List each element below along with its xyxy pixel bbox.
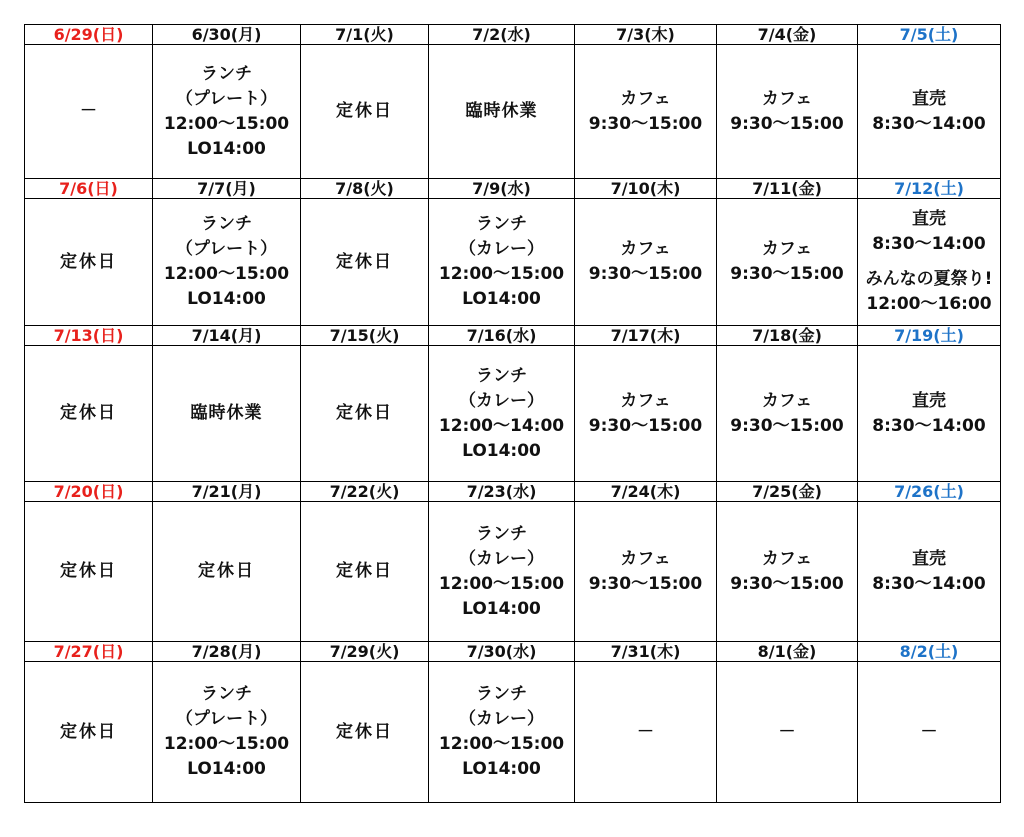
date-cell: 7/26(土) (858, 482, 1001, 502)
schedule-line: 12:00～15:00 (163, 734, 290, 754)
schedule-line: 12:00～14:00 (438, 415, 565, 436)
date-cell: 7/2(水) (429, 25, 575, 45)
week-content-row (25, 502, 1001, 642)
schedule-cell (301, 199, 429, 326)
schedule-line: LO14:00 (462, 598, 541, 619)
schedule-line: 9:30～15:00 (588, 415, 703, 436)
schedule-cell (858, 199, 1001, 326)
schedule-line: － (637, 721, 654, 742)
date-cell: 7/1(火) (301, 25, 429, 45)
date-cell: 7/8(火) (301, 179, 429, 199)
date-cell: 7/3(木) (575, 25, 717, 45)
schedule-line: ランチ (476, 365, 527, 386)
schedule-cell (153, 45, 301, 179)
schedule-cell (301, 662, 429, 803)
week-content-row (25, 45, 1001, 179)
schedule-cell (717, 45, 858, 179)
week-content-row (25, 662, 1001, 803)
schedule-line: 定休日 (60, 251, 117, 272)
schedule-line: 12:00～15:00 (163, 264, 290, 284)
schedule-line: 定休日 (336, 403, 393, 423)
schedule-cell (858, 346, 1001, 482)
schedule-line: ランチ (476, 684, 527, 704)
schedule-cell (153, 346, 301, 482)
week-date-row (25, 482, 1001, 502)
date-cell: 7/11(金) (717, 179, 858, 199)
date-cell: 7/16(水) (429, 326, 575, 346)
schedule-line: 臨時休業 (465, 101, 538, 121)
schedule-line: LO14:00 (462, 289, 541, 309)
date-cell: 7/4(金) (717, 25, 858, 45)
schedule-line: － (778, 721, 796, 742)
schedule-line: 9:30～15:00 (730, 113, 844, 134)
schedule-cell (429, 346, 575, 482)
schedule-cell (153, 662, 301, 803)
schedule-line: 9:30～15:00 (588, 113, 703, 134)
schedule-cell (25, 45, 153, 179)
date-cell: 7/23(水) (429, 482, 575, 502)
schedule-cell (429, 502, 575, 642)
date-cell: 6/29(日) (25, 25, 153, 45)
schedule-line: 直売 (912, 390, 946, 411)
schedule-line: 8:30～14:00 (872, 415, 986, 436)
schedule-line: 12:00～15:00 (438, 734, 565, 754)
schedule-line: 9:30～15:00 (730, 264, 844, 284)
schedule-line: 9:30～15:00 (730, 573, 844, 594)
week-date-row (25, 179, 1001, 199)
schedule-line: LO14:00 (462, 759, 541, 779)
date-cell: 7/30(水) (429, 642, 575, 662)
schedule-line: 12:00～16:00 (866, 294, 992, 314)
schedule-line: 直売 (912, 88, 946, 109)
schedule-cell (575, 45, 717, 179)
week-date-row (25, 326, 1001, 346)
schedule-line: カフェ (761, 548, 813, 569)
schedule-cell (25, 199, 153, 326)
date-cell: 7/31(木) (575, 642, 717, 662)
schedule-line: ランチ (201, 214, 252, 234)
schedule-line: （カレー） (459, 390, 544, 411)
week-content-row (25, 346, 1001, 482)
date-cell: 8/2(土) (858, 642, 1001, 662)
date-cell: 6/30(月) (153, 25, 301, 45)
week-date-row (25, 25, 1001, 45)
schedule-cell (153, 502, 301, 642)
schedule-cell (717, 199, 858, 326)
date-cell: 7/20(日) (25, 482, 153, 502)
schedule-line: カフェ (761, 88, 813, 109)
schedule-cell (301, 45, 429, 179)
date-cell: 7/18(金) (717, 326, 858, 346)
schedule-line: 定休日 (60, 403, 117, 423)
schedule-cell (575, 662, 717, 803)
schedule-line: 8:30～14:00 (872, 113, 986, 134)
date-cell: 7/28(月) (153, 642, 301, 662)
week-date-row (25, 642, 1001, 662)
schedule-line: ランチ (201, 684, 252, 704)
schedule-cell (717, 662, 858, 803)
schedule-line: LO14:00 (462, 440, 541, 461)
date-cell: 7/29(火) (301, 642, 429, 662)
date-cell: 7/9(水) (429, 179, 575, 199)
date-cell: 7/15(火) (301, 326, 429, 346)
schedule-line: 定休日 (336, 101, 393, 121)
schedule-line: カフェ (620, 88, 671, 109)
schedule-line: 9:30～15:00 (588, 573, 703, 594)
schedule-cell (25, 662, 153, 803)
schedule-line: （プレート） (175, 709, 278, 729)
date-cell: 7/7(月) (153, 179, 301, 199)
date-cell: 7/25(金) (717, 482, 858, 502)
schedule-line: LO14:00 (187, 138, 266, 159)
schedule-line: 定休日 (60, 721, 117, 742)
schedule-line: 臨時休業 (190, 403, 263, 423)
schedule-cell (429, 45, 575, 179)
schedule-line: （カレー） (459, 548, 544, 569)
schedule-cell (25, 346, 153, 482)
date-cell: 7/17(木) (575, 326, 717, 346)
schedule-cell (717, 346, 858, 482)
schedule-line: LO14:00 (187, 289, 266, 309)
schedule-line: 定休日 (198, 561, 255, 581)
date-cell: 7/12(土) (858, 179, 1001, 199)
schedule-cell (429, 199, 575, 326)
date-cell: 7/21(月) (153, 482, 301, 502)
schedule-line: 12:00～15:00 (438, 573, 565, 594)
schedule-line: 12:00～15:00 (438, 264, 565, 284)
schedule-line: カフェ (761, 239, 813, 259)
schedule-cell (301, 346, 429, 482)
schedule-line: ランチ (476, 523, 527, 544)
schedule-line: ランチ (476, 214, 527, 234)
date-cell: 7/5(土) (858, 25, 1001, 45)
schedule-line: 8:30～14:00 (872, 234, 986, 254)
schedule-line: 定休日 (336, 721, 393, 742)
date-cell: 7/19(土) (858, 326, 1001, 346)
schedule-cell (25, 502, 153, 642)
schedule-line: みんなの夏祭り! (865, 269, 993, 289)
schedule-line: 9:30～15:00 (730, 415, 844, 436)
schedule-line: カフェ (620, 390, 671, 411)
schedule-line: 定休日 (336, 251, 393, 272)
schedule-line (858, 257, 1000, 267)
schedule-cell (717, 502, 858, 642)
schedule-cell (575, 346, 717, 482)
schedule-cell (858, 502, 1001, 642)
schedule-line: 定休日 (336, 561, 393, 581)
date-cell: 7/24(木) (575, 482, 717, 502)
schedule-line: ランチ (201, 63, 252, 84)
schedule-cell (858, 45, 1001, 179)
schedule-line: （カレー） (459, 709, 544, 729)
schedule-line: （プレート） (175, 88, 278, 109)
schedule-line: 直売 (912, 548, 946, 569)
date-cell: 7/10(木) (575, 179, 717, 199)
date-cell: 7/27(日) (25, 642, 153, 662)
schedule-cell (575, 199, 717, 326)
date-cell: 7/6(日) (25, 179, 153, 199)
schedule-line: 12:00～15:00 (163, 113, 290, 134)
schedule-line: カフェ (620, 239, 671, 259)
week-content-row (25, 199, 1001, 326)
schedule-line: 9:30～15:00 (588, 264, 703, 284)
schedule-cell (575, 502, 717, 642)
schedule-line: 定休日 (60, 561, 117, 581)
schedule-line: 直売 (912, 209, 946, 229)
date-cell: 7/22(火) (301, 482, 429, 502)
schedule-line: カフェ (761, 390, 813, 411)
schedule-line: LO14:00 (187, 759, 266, 779)
schedule-line: カフェ (620, 548, 671, 569)
schedule-line: － (920, 721, 938, 742)
date-cell: 7/13(日) (25, 326, 153, 346)
schedule-line: 8:30～14:00 (872, 573, 986, 594)
schedule-line: （カレー） (459, 239, 544, 259)
date-cell: 7/14(月) (153, 326, 301, 346)
schedule-cell (153, 199, 301, 326)
schedule-calendar (24, 24, 1001, 803)
schedule-line: － (80, 101, 97, 121)
schedule-cell (301, 502, 429, 642)
date-cell: 8/1(金) (717, 642, 858, 662)
schedule-line: （プレート） (175, 239, 278, 259)
schedule-cell (429, 662, 575, 803)
schedule-cell (858, 662, 1001, 803)
